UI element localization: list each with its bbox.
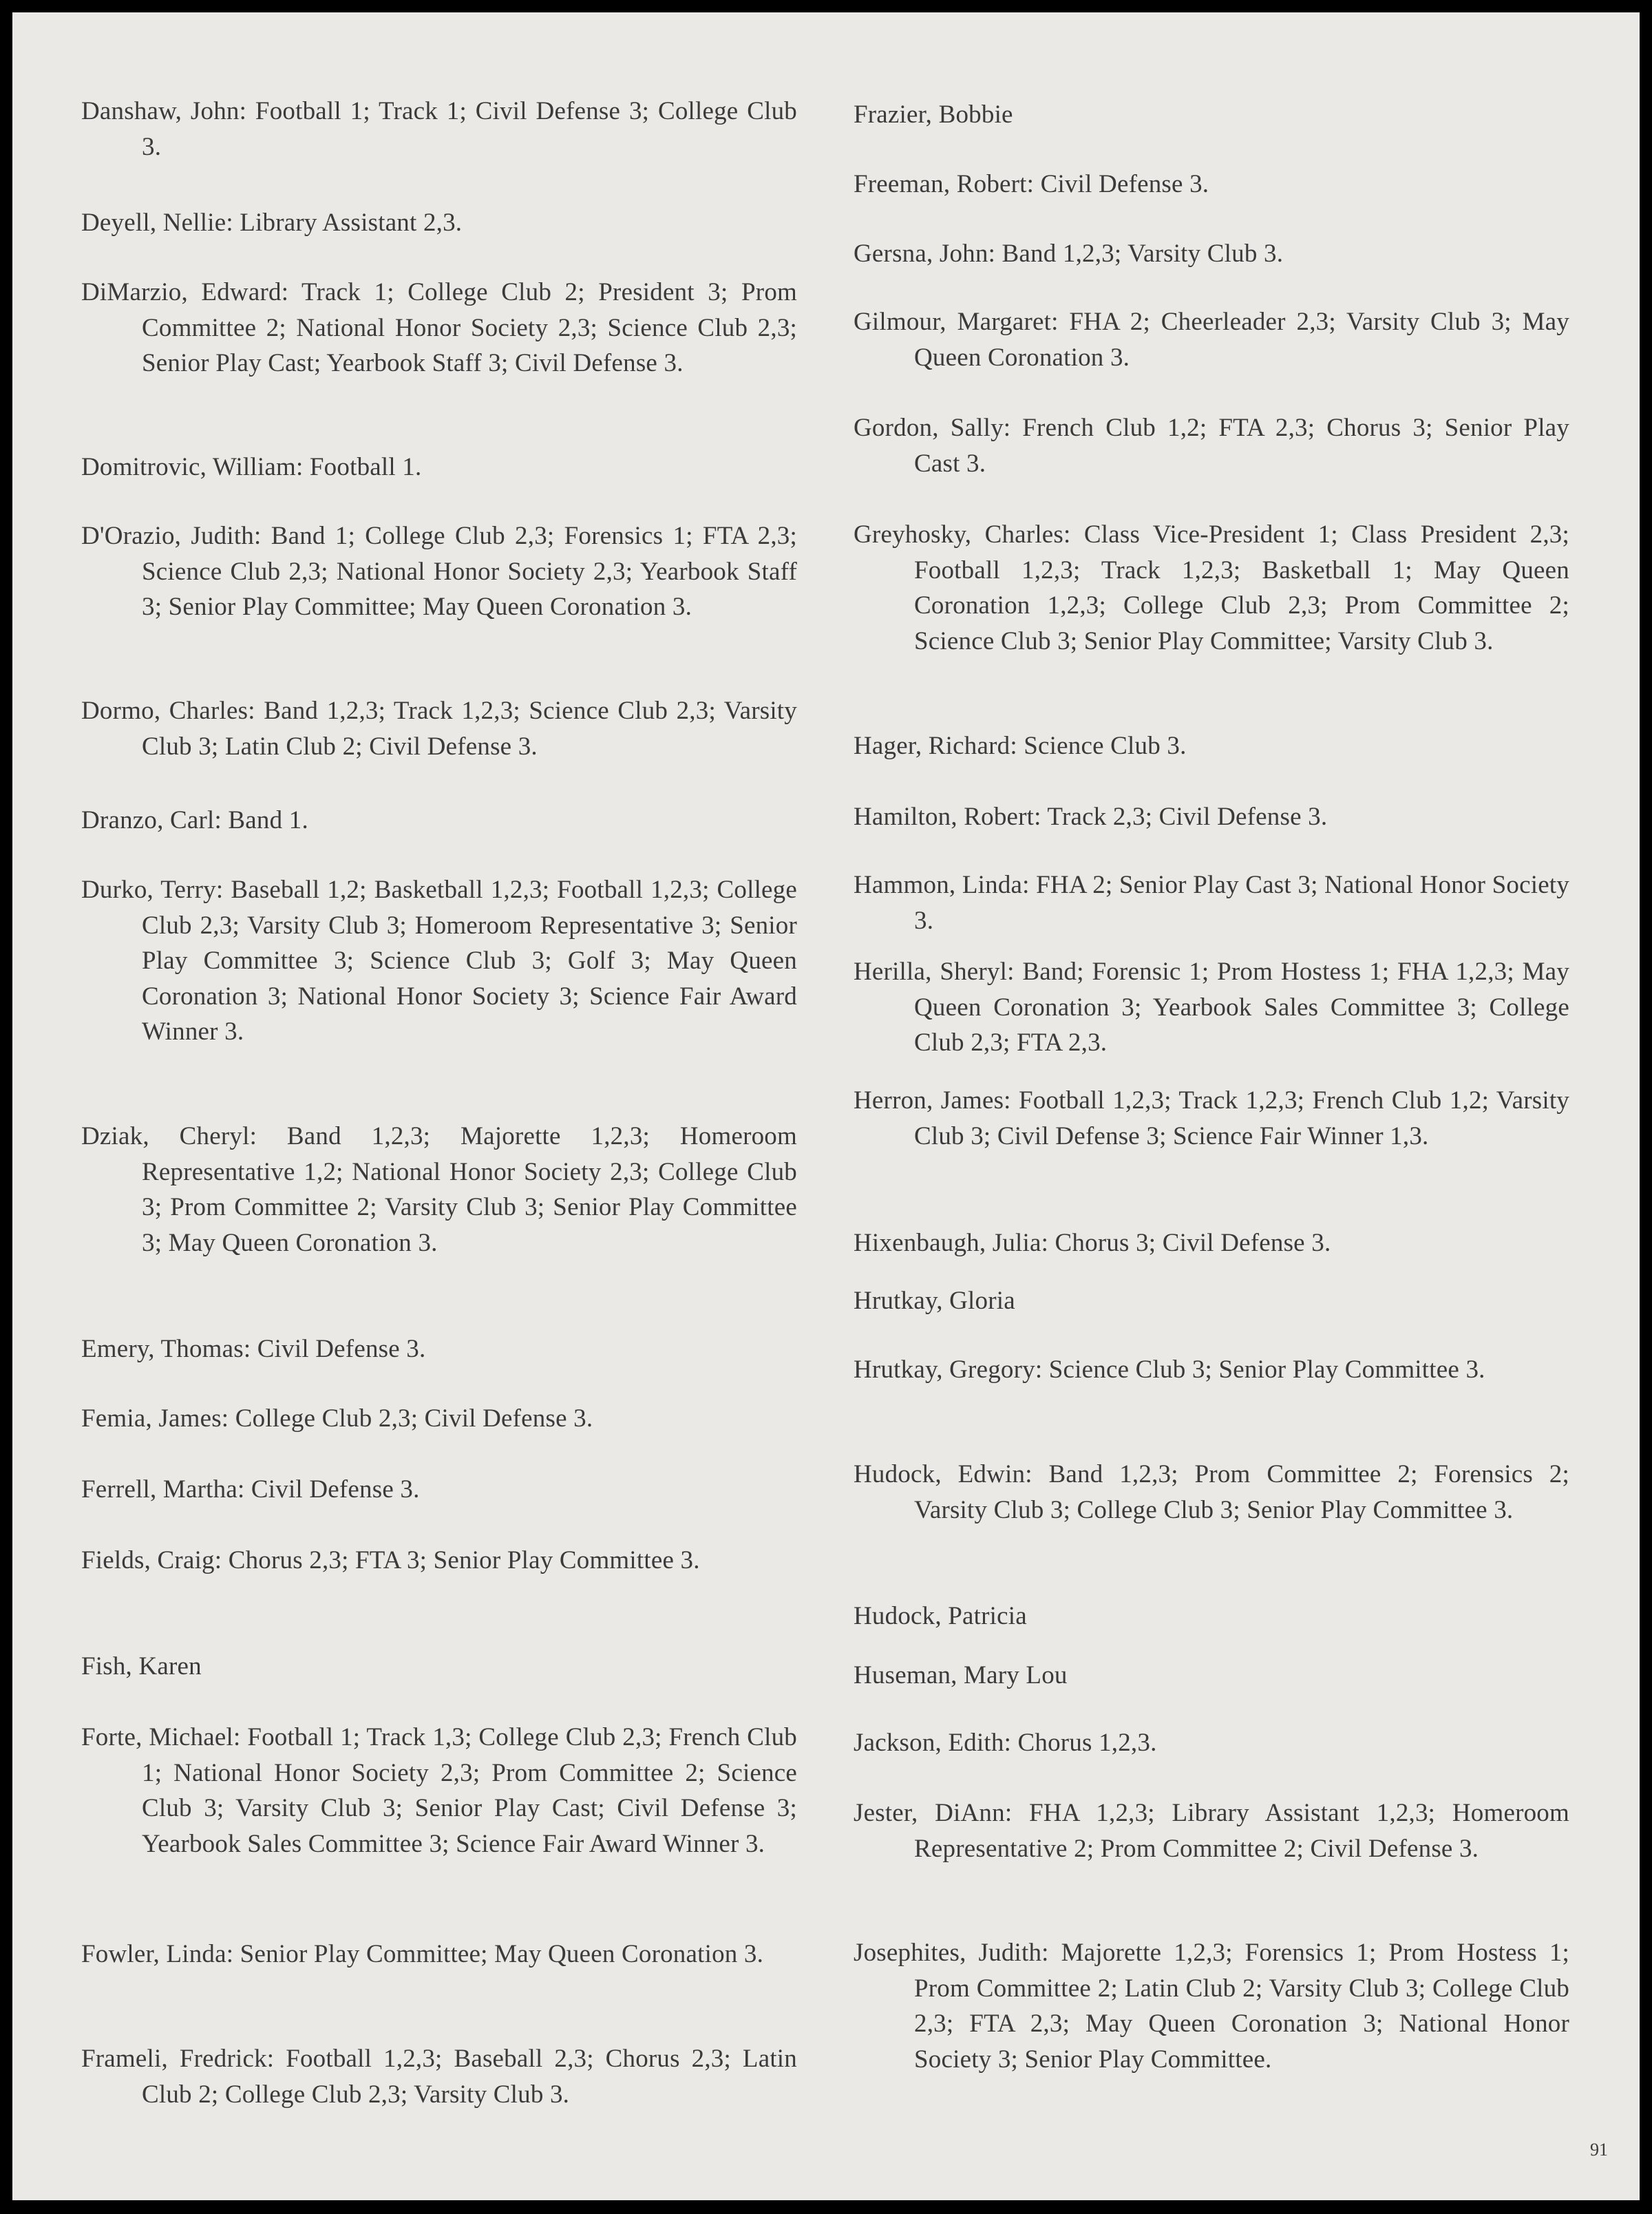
entry-fields: Fields, Craig: Chorus 2,3; FTA 3; Senior Play Committee 3.	[81, 1546, 700, 1574]
entry-hamilton: Hamilton, Robert: Track 2,3; Civil Defense 3.	[854, 803, 1328, 831]
entry-freeman: Freeman, Robert: Civil Defense 3.	[854, 170, 1209, 198]
entry-hixenbaugh: Hixenbaugh, Julia: Chorus 3; Civil Defense 3.	[854, 1229, 1331, 1257]
entry-emery: Emery, Thomas: Civil Defense 3.	[81, 1335, 426, 1363]
entry-danshaw: Danshaw, John: Football 1; Track 1; Civil Defense 3; College Club 3.	[81, 97, 797, 161]
entry-greyhosky: Greyhosky, Charles: Class Vice-President 1; Class President 2,3; Football 1,2,3; Track 1,2,3; Basketball 1; May Queen Coronation 1,2,3; College Club 2,3; Prom Committee 2; Science Club 3; Senior Play Committee; Varsity Club 3.	[854, 520, 1569, 655]
entry-forte: Forte, Michael: Football 1; Track 1,3; College Club 2,3; French Club 1; National Honor Society 2,3; Prom Committee 2; Science Club 3; Varsity Club 3; Senior Play Cast; Civil Defense 3; Yearbook Sales Committee 3; Science Fair Award Winner 3.	[81, 1723, 797, 1858]
entry-gordon: Gordon, Sally: French Club 1,2; FTA 2,3; Chorus 3; Senior Play Cast 3.	[854, 414, 1569, 478]
entry-ferrell: Ferrell, Martha: Civil Defense 3.	[81, 1475, 420, 1504]
entry-herron: Herron, James: Football 1,2,3; Track 1,2,3; French Club 1,2; Varsity Club 3; Civil Defense 3; Science Fair Winner 1,3.	[854, 1086, 1569, 1150]
entry-herilla: Herilla, Sheryl: Band; Forensic 1; Prom Hostess 1; FHA 1,2,3; May Queen Coronation 3; Yearbook Sales Committee 3; College Club 2,3; FTA 2,3.	[854, 958, 1569, 1057]
entry-dimarzio: DiMarzio, Edward: Track 1; College Club 2; President 3; Prom Committee 2; National Honor Society 2,3; Science Club 2,3; Senior Play Cast; Yearbook Staff 3; Civil Defense 3.	[81, 278, 797, 377]
entry-deyell: Deyell, Nellie: Library Assistant 2,3.	[81, 209, 463, 237]
entry-femia: Femia, James: College Club 2,3; Civil Defense 3.	[81, 1404, 593, 1433]
entry-dziak: Dziak, Cheryl: Band 1,2,3; Majorette 1,2,3; Homeroom Representative 1,2; National Honor Society 2,3; College Club 3; Prom Committee 2; Varsity Club 3; Senior Play Committee 3; May Queen Coronation 3.	[81, 1122, 797, 1257]
entry-jester: Jester, DiAnn: FHA 1,2,3; Library Assistant 1,2,3; Homeroom Representative 2; Prom Committee 2; Civil Defense 3.	[854, 1799, 1569, 1863]
entry-durko: Durko, Terry: Baseball 1,2; Basketball 1,2,3; Football 1,2,3; College Club 2,3; Varsity Club 3; Homeroom Representative 3; Senior Play Committee 3; Science Club 3; Golf 3; May Queen Coronation 3; National Honor Society 3; Science Fair Award Winner 3.	[81, 876, 797, 1046]
entry-hager: Hager, Richard: Science Club 3.	[854, 732, 1187, 760]
entry-frazier: Frazier, Bobbie	[854, 101, 1013, 129]
entry-hrutkay-gloria: Hrutkay, Gloria	[854, 1287, 1015, 1315]
entry-huseman: Huseman, Mary Lou	[854, 1661, 1068, 1689]
entry-frameli: Frameli, Fredrick: Football 1,2,3; Baseball 2,3; Chorus 2,3; Latin Club 2; College Club 2,3; Varsity Club 3.	[81, 2045, 797, 2109]
entry-jackson: Jackson, Edith: Chorus 1,2,3.	[854, 1729, 1157, 1757]
entry-fowler: Fowler, Linda: Senior Play Committee; May Queen Coronation 3.	[81, 1940, 764, 1968]
entry-hudock-patricia: Hudock, Patricia	[854, 1602, 1027, 1630]
yearbook-page	[12, 12, 1640, 2200]
entry-fish: Fish, Karen	[81, 1652, 202, 1680]
entry-hrutkay-gregory: Hrutkay, Gregory: Science Club 3; Senior Play Committee 3.	[854, 1356, 1485, 1384]
entry-hudock-edwin: Hudock, Edwin: Band 1,2,3; Prom Committee 2; Forensics 2; Varsity Club 3; College Club 3; Senior Play Committee 3.	[854, 1460, 1569, 1524]
entry-gersna: Gersna, John: Band 1,2,3; Varsity Club 3.	[854, 240, 1284, 268]
entry-domitrovic: Domitrovic, William: Football 1.	[81, 453, 422, 481]
entry-gilmour: Gilmour, Margaret: FHA 2; Cheerleader 2,3; Varsity Club 3; May Queen Coronation 3.	[854, 308, 1569, 372]
entry-hammon: Hammon, Linda: FHA 2; Senior Play Cast 3; National Honor Society 3.	[854, 871, 1569, 935]
entry-dormo: Dormo, Charles: Band 1,2,3; Track 1,2,3; Science Club 2,3; Varsity Club 3; Latin Club 2; Civil Defense 3.	[81, 697, 797, 761]
entry-dorazio: D'Orazio, Judith: Band 1; College Club 2,3; Forensics 1; FTA 2,3; Science Club 2,3; National Honor Society 2,3; Yearbook Staff 3; Senior Play Committee; May Queen Coronation 3.	[81, 522, 797, 621]
entry-dranzo: Dranzo, Carl: Band 1.	[81, 806, 308, 834]
page-number: 91	[1590, 2140, 1608, 2160]
entry-josephites: Josephites, Judith: Majorette 1,2,3; Forensics 1; Prom Hostess 1; Prom Committee 2; Latin Club 2; Varsity Club 3; College Club 2,3; FTA 2,3; May Queen Coronation 3; National Honor Society 3; Senior Play Committee.	[854, 1939, 1569, 2074]
